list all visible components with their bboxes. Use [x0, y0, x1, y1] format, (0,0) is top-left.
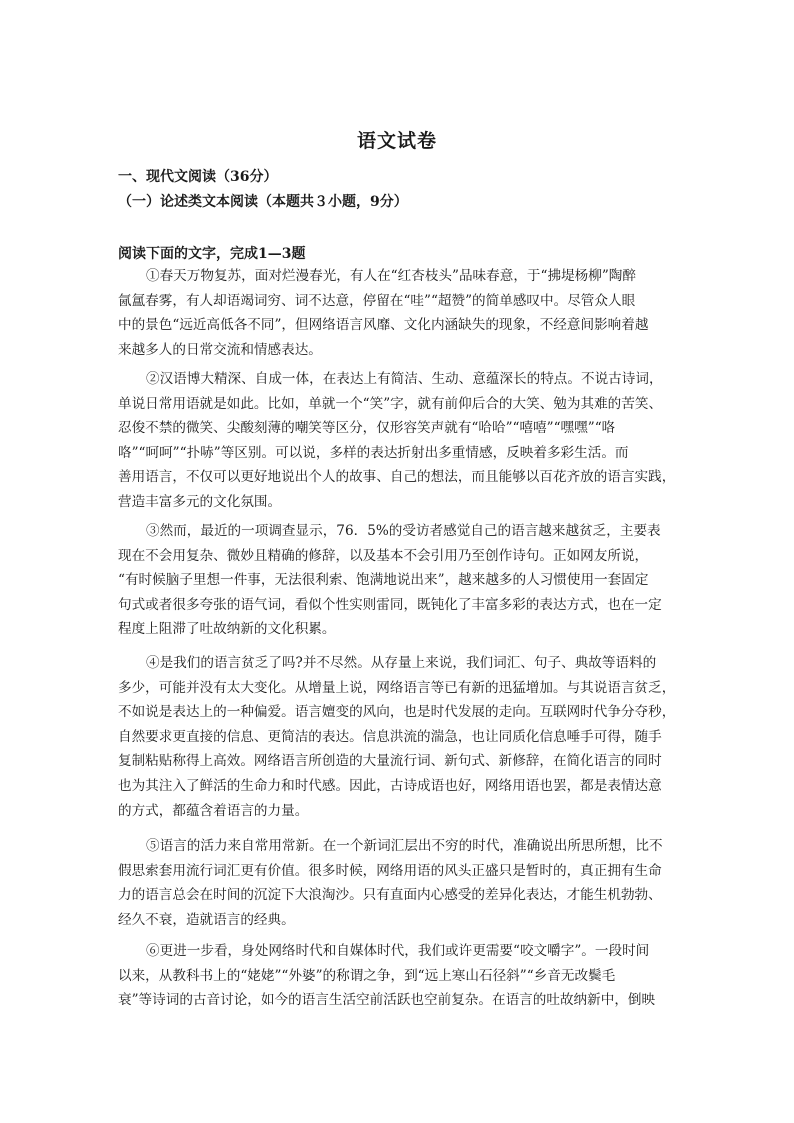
text-line: 句式或者很多夸张的语气词，看似个性实则雷同，既钝化了丰富多彩的表达方式，也在一定: [118, 596, 662, 613]
text-line: ⑥更进一步看，身处网络时代和自媒体时代，我们或许更需要“咬文嚼字”。一段时间: [146, 943, 650, 959]
text-line: ④是我们的语言贫乏了吗?并不尽然。从存量上来说，我们词汇、句子、典故等语料的: [146, 655, 657, 671]
paragraph-1: [118, 264, 678, 362]
page-title: 语文试卷: [356, 130, 437, 152]
text-line: 程度上阻滞了吐故纳新的文化积累。: [118, 621, 336, 638]
text-line: 营造丰富多元的文化氛围。: [118, 493, 282, 510]
paragraph-4: [118, 651, 678, 823]
text-line: ①春天万物复苏，面对烂漫春光，有人在“红杏枝头”品味春意，于“拂堤杨柳”陶醉: [146, 268, 636, 284]
reading-instruction: 阅读下面的文字，完成1—3题: [118, 246, 306, 262]
text-line: 衰”等诗词的古音讨论，如今的语言生活空前活跃也空前复杂。在语言的吐故纳新中，倒映: [118, 992, 656, 1009]
text-line: 也为其注入了鲜活的生命力和时代感。因此，古诗成语也好，网络用语也罢，都是表情达意: [118, 777, 662, 794]
subsection-heading: （一）论述类文本阅读（本题共３小题，9分）: [118, 194, 408, 210]
text-line: 中的景色“远近高低各不同”，但网络语言风靡、文化内涵缺失的现象，不经意间影响着越: [118, 317, 649, 334]
text-line: 力的语言总会在时间的沉淀下大浪淘沙。只有直面内心感受的差异化表达，才能生机勃勃、: [118, 887, 662, 904]
text-line: 假思索套用流行词汇更有价值。很多时候，网络用语的风头正盛只是暂时的，真正拥有生命: [118, 862, 662, 879]
paragraph-2: [118, 367, 678, 515]
text-line: 善用语言，不仅可以更好地说出个人的故事、自己的想法，而且能够以百花齐放的语言实践，: [118, 469, 676, 486]
paragraph-6: [118, 939, 678, 1013]
text-line: 忍俊不禁的微笑、尖酸刻薄的嘲笑等区分，仅形容笑声就有“哈哈”“嘻嘻”“嘿嘿”“咯: [118, 420, 616, 437]
text-line: ②汉语博大精深、自成一体，在表达上有简洁、生动、意蕴深长的特点。不说古诗词，: [146, 371, 663, 387]
section-heading: 一、现代文阅读（36分）: [118, 169, 278, 185]
text-line: 氤氲春雾，有人却语竭词穷、词不达意，停留在“哇”“超赞”的简单感叹中。尽管众人眼: [118, 292, 636, 309]
text-line: 现在不会用复杂、微妙且精确的修辞，以及基本不会引用乃至创作诗句。正如网友所说，: [118, 547, 649, 564]
text-line: 多少，可能并没有太大变化。从增量上说，网络语言等已有新的迅猛增加。与其说语言贫乏，: [118, 679, 676, 696]
text-line: 经久不衰，造就语言的经典。: [118, 911, 295, 928]
text-line: 自然要求更直接的信息、更简洁的表达。信息洪流的湍急，也让同质化信息唾手可得，随手: [118, 728, 662, 745]
text-line: ③然而，最近的一项调查显示，76．5%的受访者感觉自己的语言越来越贫乏，主要表: [146, 523, 661, 539]
text-line: 单说日常用语就是如此。比如，单就一个“笑”字，就有前仰后合的大笑、勉为其难的苦笑、: [118, 395, 663, 412]
text-line: 的方式，都蕴含着语言的力量。: [118, 802, 309, 819]
paragraph-3: [118, 519, 678, 642]
text-line: “有时候脑子里想一件事，无法很利索、饱满地说出来”，越来越多的人习惯使用一套固定: [118, 572, 649, 589]
text-line: 复制粘贴称得上高效。网络语言所创造的大量流行词、新句式、新修辞，在简化语言的同时: [118, 753, 662, 770]
text-line: ⑤语言的活力来自常用常新。在一个新词汇层出不穷的时代，准确说出所思所想，比不: [146, 838, 663, 854]
text-line: 来越多人的日常交流和情感表达。: [118, 341, 322, 358]
paragraph-5: [118, 834, 678, 932]
text-line: 咯”“呵呵”“扑哧”等区别。可以说，多样的表达折射出多重情感，反映着多彩生活。而: [118, 444, 629, 461]
text-line: 不如说是表达上的一种偏爱。语言嬗变的风向，也是时代发展的走向。互联网时代争分夺秒，: [118, 704, 676, 721]
text-line: 以来，从教科书上的“姥姥”“外婆”的称谓之争，到“远上寒山石径斜”“乡音无改鬓毛: [118, 967, 616, 984]
